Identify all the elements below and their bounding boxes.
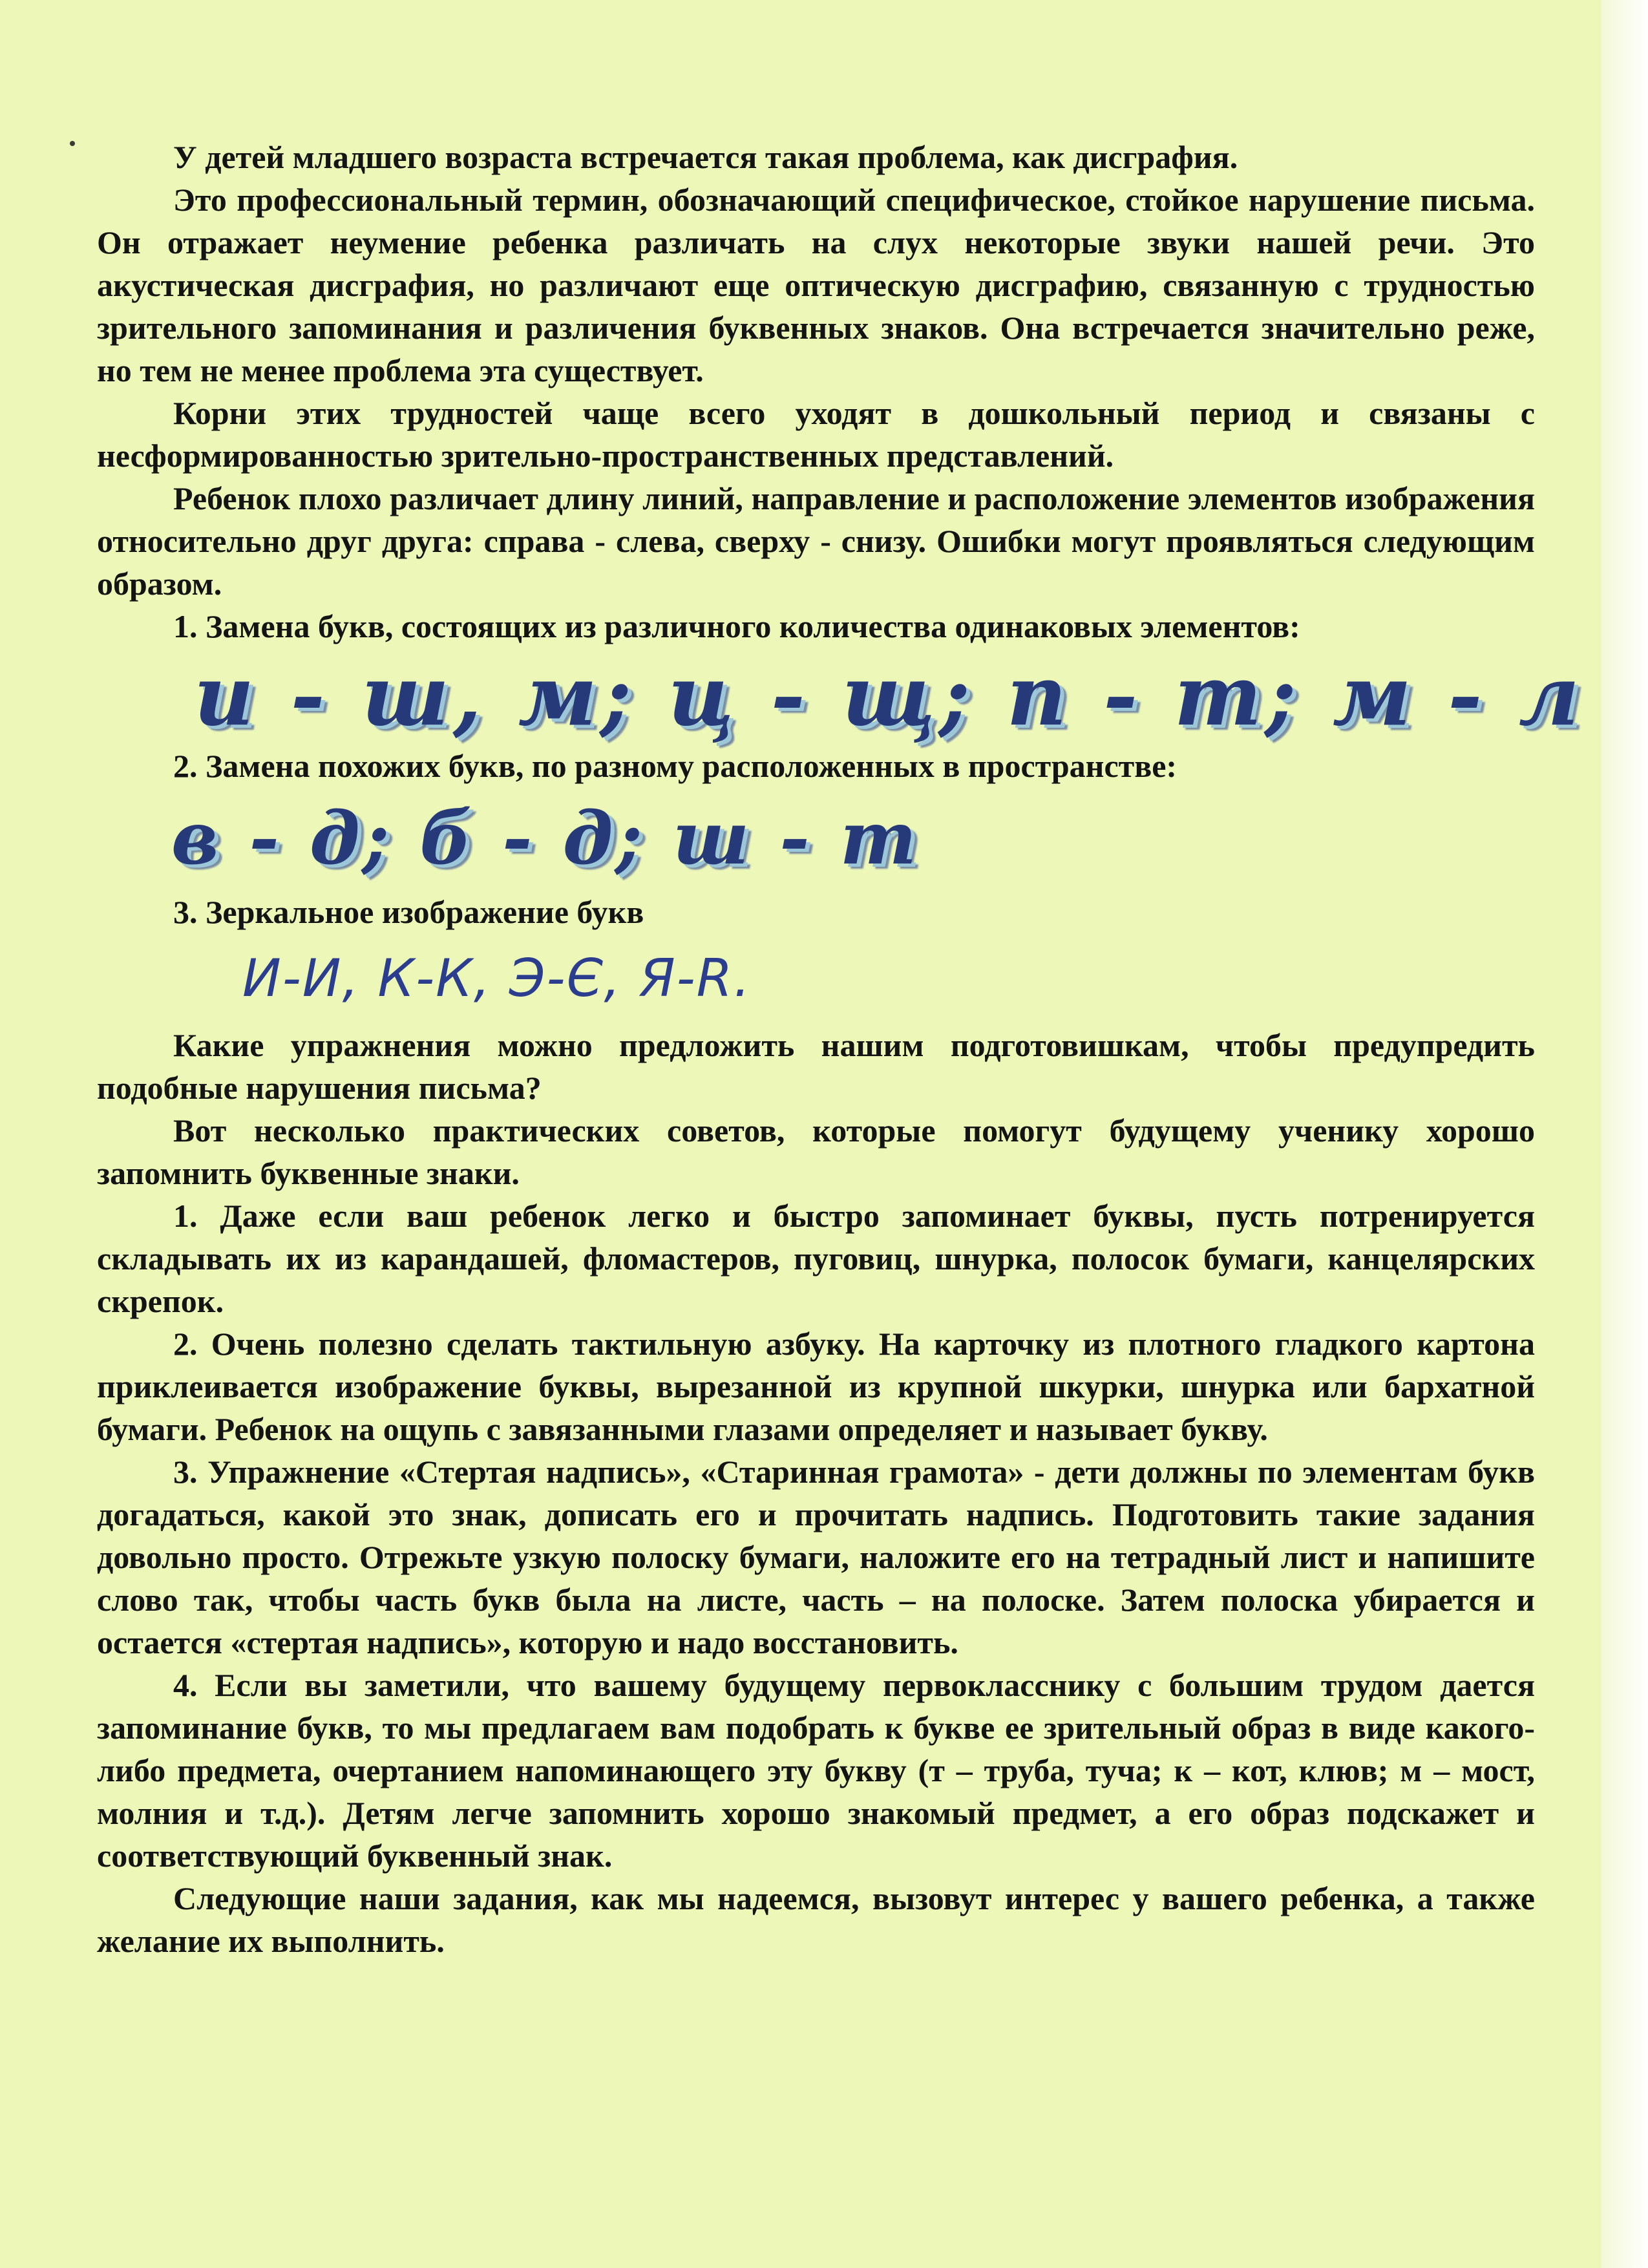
list-item-3: 3. Зеркальное изображение букв [173, 894, 644, 930]
paragraph-roots: Корни этих трудностей чаще всего уходят в дошкольный период и связаны с несформированностью зрительно-пространственных представлений. [97, 395, 1535, 474]
paragraph-symptoms: Ребенок плохо различает длину линий, направление и расположение элементов изображения относительно друг друга: справа - слева, сверху - снизу. Ошибки могут проявляться следующим образом. [97, 480, 1535, 602]
ink-dot [70, 141, 75, 146]
paragraph-exercises-question: Какие упражнения можно предложить нашим подготовишкам, чтобы предупредить подобные нарушения письма? [97, 1027, 1535, 1106]
letter-example-1: и - ш, м; ц - щ; п - т; м - л [194, 648, 1583, 745]
advice-4: 4. Если вы заметили, что вашему будущему первокласснику с большим трудом дается запоминание букв, то мы предлагаем вам подобрать к букве ее зрительный образ в виде какого-либо предмета, очертанием напоминающего эту букву (т – труба, туча; к – кот, клюв; м – мост, молния и т.д.). Детям легче запомнить хорошо знакомый предмет, а его образ подскажет и соответствующий буквенный знак. [97, 1667, 1535, 1874]
paragraph-definition: Это профессиональный термин, обозначающий специфическое, стойкое нарушение письма. Он отражает неумение ребенка различать на слух некоторые звуки нашей речи. Это акустическая дисграфия, но различают еще оптическую дисграфию, связанную с трудностью зрительного запоминания и различения буквенных знаков. Она встречается значительно реже, но тем не менее проблема эта существует. [97, 182, 1535, 388]
advice-1: 1. Даже если ваш ребенок легко и быстро запоминает буквы, пусть потренируется складывать их из карандашей, фломастеров, пуговиц, шнурка, полосок бумаги, канцелярских скрепок. [97, 1198, 1535, 1319]
scan-edge [1601, 0, 1648, 2268]
paragraph-advice-intro: Вот несколько практических советов, которые помогут будущему ученику хорошо запомнить буквенные знаки. [97, 1112, 1535, 1191]
paragraph-intro: У детей младшего возраста встречается такая проблема, как дисграфия. [173, 139, 1238, 175]
list-item-1: 1. Замена букв, состоящих из различного количества одинаковых элементов: [173, 608, 1300, 644]
paragraph-closing: Следующие наши задания, как мы надеемся, вызовут интерес у вашего ребенка, а также желание их выполнить. [97, 1880, 1535, 1959]
advice-3: 3. Упражнение «Стертая надпись», «Старинная грамота» - дети должны по элементам букв догадаться, какой это знак, дописать его и прочитать надпись. Подготовить такие задания довольно просто. Отрежьте узкую полоску бумаги, наложите его на тетрадный лист и напишите слово так, чтобы часть букв была на листе, часть – на полоске. Затем полоска убирается и остается «стертая надпись», которую и надо восстановить. [97, 1454, 1535, 1660]
article-text [97, 136, 1583, 1962]
list-item-2: 2. Замена похожих букв, по разному расположенных в пространстве: [173, 748, 1178, 784]
advice-2: 2. Очень полезно сделать тактильную азбуку. На карточку из плотного гладкого картона приклеивается изображение буквы, вырезанной из крупной шкурки, шнурка или бархатной бумаги. Ребенок на ощупь с завязанными глазами определяет и называет букву. [97, 1326, 1535, 1447]
letter-example-3-handwritten: И-И, К-К, Э-Є, Я-R. [242, 948, 752, 1008]
letter-example-2: в - д; б - д; ш - т [171, 796, 920, 881]
